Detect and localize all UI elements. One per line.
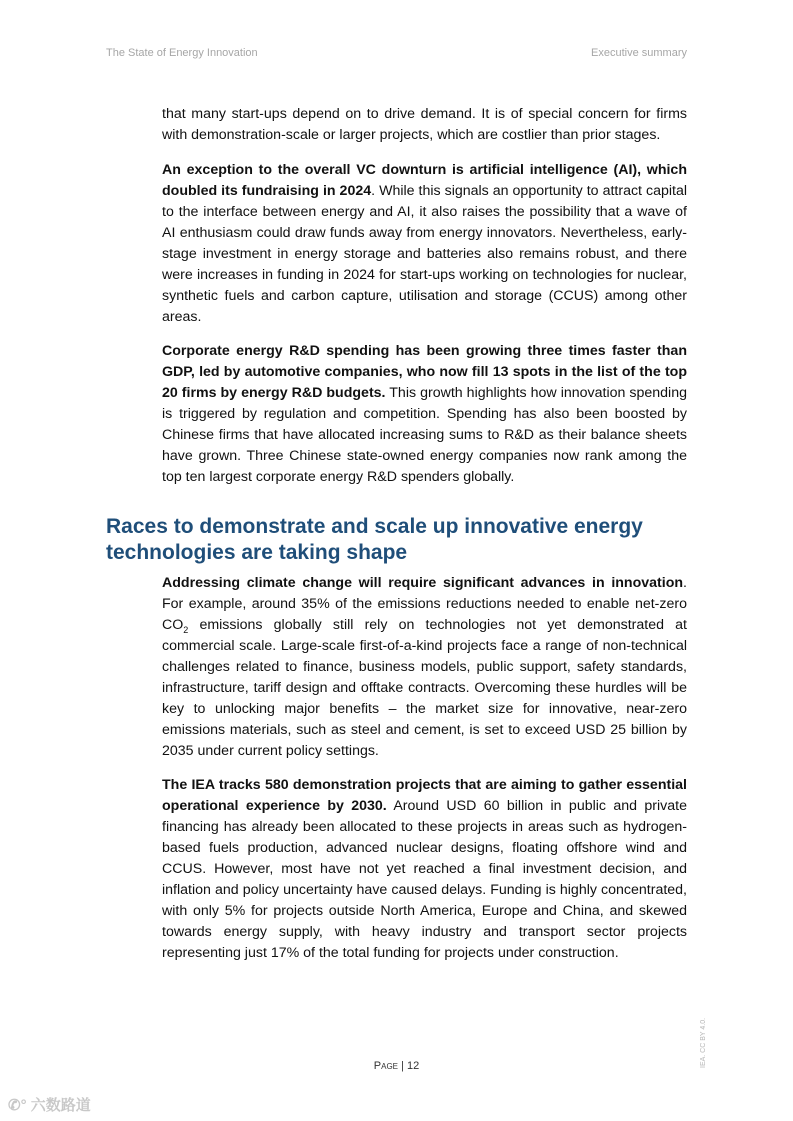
page-number: 12 [406,1060,420,1072]
page-footer: Page | 12 [373,1060,420,1072]
watermark: ✆° 六数路道 [8,1097,91,1114]
running-header-section: Executive summary [591,47,687,59]
watermark-logo-icon: ✆° [8,1097,27,1114]
demonstration-projects-lead: The IEA tracks 580 demonstration projects that are aiming to gather essential operational experience by 2030. [162,777,687,814]
running-header-title: The State of Energy Innovation [106,47,258,59]
paragraph-demonstration-projects: The IEA tracks 580 demonstration projects that are aiming to gather essential operational experience by 2030. Around USD 60 billion in public and private financing has already been allocated to these projects in areas such as hydrogen-based fuels production, advanced nuclear designs, floating offshore wind and CCUS. However, most have not yet reached a final investment decision, and inflation and policy uncertainty have caused delays. Funding is highly concentrated, with only 5% for projects outside North America, Europe and China, and skewed towards energy supply, with heavy industry and transport sector projects representing just 17% of the total funding for projects under construction. [162,777,687,961]
paragraph-vc-continued: that many start-ups depend on to drive demand. It is of special concern for firms with demonstration-scale or larger projects, which are costlier than prior stages. [162,106,687,143]
paragraph-climate-innovation: Addressing climate change will require significant advances in innovation. For example, around 35% of the emissions reductions needed to enable net-zero $CO_2$ emissions globally still rely on technologies not yet demonstrated at commercial scale. Large-scale first-of-a-kind projects face a range of non-technical challenges related to finance, business models, public support, safety standards, infrastructure, tariff design and offtake contracts. Overcoming these hurdles will be key to unlocking major benefits – the market size for innovative, near-zero emissions materials, such as steel and cement, is set to exceed USD 25 billion by 2035 under current policy settings. [162,575,687,759]
climate-innovation-lead: Addressing climate change will require significant advances in innovation [162,575,684,591]
paragraph-ai-exception: An exception to the overall VC downturn is artificial intelligence (AI), which doubled its fundraising in 2024. While this signals an opportunity to attract capital to the interface between energy and AI, it also raises the possibility that a wave of AI enthusiasm could draw funds away from energy innovators. Nevertheless, early-stage investment in energy storage and batteries also remains robust, and there were increases in funding in 2024 for start-ups working on technologies for nuclear, synthetic fuels and carbon capture, utilisation and storage (CCUS) among other areas. [162,162,687,325]
corporate-rd-lead: Corporate energy R&D spending has been growing three times faster than GDP, led by automotive companies, who now fill 13 spots in the list of the top 20 firms by energy R&D budgets. [162,343,687,401]
section-heading: Races to demonstrate and scale up innovative energy technologies are taking shape [106,515,643,564]
paragraph-corporate-rd: Corporate energy R&D spending has been growing three times faster than GDP, led by automotive companies, who now fill 13 spots in the list of the top 20 firms by energy R&D budgets. This growth highlights how innovation spending is triggered by regulation and competition. Spending has also been boosted by Chinese firms that have allocated increasing sums to R&D as their balance sheets have grown. Three Chinese state-owned energy companies now rank among the top ten largest corporate energy R&D spenders globally. [162,343,687,485]
license-note: IEA. CC BY 4.0. [700,1017,707,1068]
page-label: Page [373,1060,398,1072]
ai-exception-lead: An exception to the overall VC downturn is artificial intelligence (AI), which doubled its fundraising in 2024 [162,162,687,199]
